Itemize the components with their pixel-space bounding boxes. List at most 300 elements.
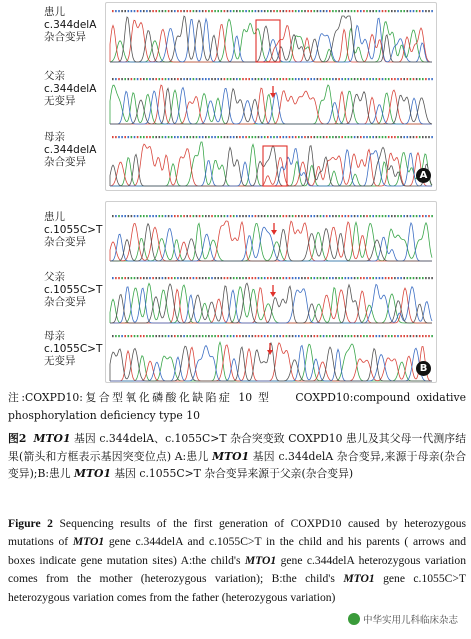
base-call-tick [317,335,319,337]
base-call-tick [279,335,281,337]
base-call-tick [385,136,387,138]
base-call-tick [317,10,319,12]
base-call-tick [162,10,164,12]
base-call-tick [419,10,421,12]
base-call-tick [363,335,365,337]
base-call-tick [199,335,201,337]
base-call-tick [134,335,136,337]
base-call-tick [366,277,368,279]
base-call-tick [376,335,378,337]
base-call-tick [354,136,356,138]
base-call-tick [425,78,427,80]
sample-status: 杂合变异 [44,156,86,168]
base-call-tick [261,10,263,12]
chromatogram-b [0,199,471,385]
base-call-tick [338,10,340,12]
base-call-tick [307,277,309,279]
base-call-tick [301,277,303,279]
figure-caption-zh [8,430,466,483]
base-call-tick [400,335,402,337]
base-call-tick [214,335,216,337]
base-call-tick [140,136,142,138]
base-call-tick [403,78,405,80]
base-call-tick [425,10,427,12]
base-call-tick [186,277,188,279]
base-call-tick [267,335,269,337]
base-call-tick [332,277,334,279]
base-call-tick [236,335,238,337]
base-call-tick [310,78,312,80]
base-call-tick [283,10,285,12]
sample-role: 母亲 [44,131,65,143]
base-call-tick [410,136,412,138]
base-call-tick [345,10,347,12]
base-call-tick [366,10,368,12]
base-call-tick [221,335,223,337]
base-call-tick [180,78,182,80]
base-call-tick [168,78,170,80]
base-call-tick [121,136,123,138]
base-call-tick [270,335,272,337]
base-call-tick [295,136,297,138]
base-call-tick [388,10,390,12]
base-call-tick [193,10,195,12]
base-call-tick [183,78,185,80]
base-call-tick [416,335,418,337]
base-call-tick [155,78,157,80]
base-call-tick [332,78,334,80]
base-call-tick [258,215,260,217]
base-call-tick [183,136,185,138]
base-call-tick [376,136,378,138]
base-call-tick [162,277,164,279]
base-call-tick [382,215,384,217]
base-call-tick [292,10,294,12]
base-call-tick [341,136,343,138]
base-call-tick [115,136,117,138]
base-call-tick [236,277,238,279]
sample-variant: c.344delA [44,18,97,31]
caption-text: 基因 c.344delA 杂合变异,来源于母亲(杂合变异);B:患儿 [8,449,466,481]
base-call-tick [245,136,247,138]
base-call-tick [180,277,182,279]
panel-b [0,199,471,385]
base-call-tick [407,335,409,337]
base-call-tick [314,78,316,80]
base-call-tick [137,215,139,217]
base-call-tick [431,136,433,138]
base-call-tick [118,78,120,80]
base-call-tick [202,335,204,337]
base-call-tick [279,136,281,138]
base-call-tick [196,335,198,337]
base-call-tick [391,78,393,80]
base-call-tick [403,215,405,217]
base-call-tick [329,136,331,138]
base-call-tick [183,277,185,279]
base-call-tick [279,215,281,217]
base-call-tick [118,277,120,279]
base-call-tick [397,10,399,12]
base-call-tick [372,10,374,12]
base-call-tick [394,277,396,279]
base-call-tick [165,136,167,138]
base-call-tick [419,136,421,138]
base-call-tick [397,335,399,337]
base-call-tick [283,215,285,217]
base-call-tick [149,136,151,138]
base-call-tick [341,335,343,337]
base-call-tick [304,215,306,217]
base-call-tick [162,335,164,337]
base-call-tick [397,136,399,138]
base-call-tick [202,136,204,138]
base-call-tick [363,277,365,279]
base-call-tick [391,215,393,217]
base-call-tick [416,78,418,80]
base-call-tick [304,335,306,337]
caption-text: Sequencing results of the first generation of COXPD10 caused by heterozygous mutations of [8,517,466,549]
base-call-tick [416,277,418,279]
base-call-tick [208,78,210,80]
base-call-tick [292,78,294,80]
base-call-tick [186,136,188,138]
base-call-tick [159,277,161,279]
base-call-tick [239,136,241,138]
base-call-tick [413,78,415,80]
base-call-tick [217,10,219,12]
sample-status: 杂合变异 [44,296,86,308]
base-call-tick [301,335,303,337]
base-call-tick [137,277,139,279]
base-call-tick [410,78,412,80]
base-call-tick [134,10,136,12]
base-call-tick [332,335,334,337]
base-call-tick [270,10,272,12]
base-call-tick [239,215,241,217]
base-call-tick [403,136,405,138]
sample-variant: c.344delA [44,82,97,95]
base-call-tick [360,10,362,12]
base-call-tick [372,215,374,217]
base-call-tick [425,215,427,217]
base-call-tick [208,277,210,279]
base-call-tick [252,335,254,337]
base-call-tick [394,136,396,138]
base-call-tick [242,78,244,80]
base-call-tick [354,335,356,337]
base-call-tick [118,335,120,337]
base-call-tick [230,215,232,217]
base-call-tick [391,335,393,337]
base-call-tick [385,277,387,279]
chromatogram-a [0,0,471,193]
base-call-tick [118,136,120,138]
gene-name: MTO1 [72,535,105,549]
base-call-tick [217,277,219,279]
base-call-tick [196,136,198,138]
caption-text: 基因 c.1055C>T 杂合变异来源于父亲(杂合变异) [110,467,354,481]
base-call-tick [320,215,322,217]
base-call-tick [323,10,325,12]
base-call-tick [307,10,309,12]
base-call-tick [134,277,136,279]
base-call-tick [348,277,350,279]
base-call-tick [425,136,427,138]
base-call-tick [413,335,415,337]
base-call-tick [143,136,145,138]
base-call-tick [134,215,136,217]
base-call-tick [314,10,316,12]
base-call-tick [224,78,226,80]
base-call-tick [307,78,309,80]
base-call-tick [205,136,207,138]
base-call-tick [267,78,269,80]
base-call-tick [171,277,173,279]
base-call-tick [177,335,179,337]
base-call-tick [326,78,328,80]
base-call-tick [428,335,430,337]
base-call-tick [376,10,378,12]
base-call-tick [345,335,347,337]
base-call-tick [301,215,303,217]
base-call-tick [159,78,161,80]
base-call-tick [124,78,126,80]
base-call-tick [345,277,347,279]
caption-text: gene c.344delA and c.1055C>T in the child and his parents ( arrows and boxes indicate gene mutation sites) A:the child's [8,535,466,567]
base-call-tick [146,335,148,337]
base-call-tick [261,215,263,217]
base-call-tick [193,78,195,80]
base-call-tick [431,10,433,12]
base-call-tick [431,335,433,337]
base-call-tick [248,277,250,279]
base-call-tick [354,10,356,12]
base-call-tick [211,277,213,279]
caption-label: Figure 2 [8,517,53,530]
base-call-tick [183,335,185,337]
base-call-tick [252,277,254,279]
base-call-tick [273,277,275,279]
base-call-tick [128,215,130,217]
base-call-tick [177,277,179,279]
base-call-tick [276,136,278,138]
base-call-tick [112,215,114,217]
base-call-tick [152,136,154,138]
base-call-tick [351,215,353,217]
base-call-tick [413,10,415,12]
base-call-tick [230,277,232,279]
base-call-tick [252,136,254,138]
base-call-tick [326,215,328,217]
base-call-tick [186,78,188,80]
base-call-strip [112,277,433,279]
base-call-tick [360,335,362,337]
base-call-tick [168,277,170,279]
base-call-tick [131,136,133,138]
base-call-tick [329,277,331,279]
base-call-tick [134,136,136,138]
base-call-tick [323,215,325,217]
base-call-tick [382,335,384,337]
base-call-tick [202,277,204,279]
base-call-tick [227,10,229,12]
base-call-tick [388,78,390,80]
base-call-tick [124,277,126,279]
base-call-tick [341,215,343,217]
base-call-tick [155,10,157,12]
base-call-tick [366,78,368,80]
base-call-tick [174,136,176,138]
base-call-tick [335,335,337,337]
base-call-tick [292,215,294,217]
base-call-tick [146,136,148,138]
base-call-tick [286,78,288,80]
base-call-tick [252,78,254,80]
base-call-tick [317,78,319,80]
base-call-tick [314,136,316,138]
base-call-tick [121,215,123,217]
panel-badge-b: B [416,361,431,376]
base-call-tick [283,136,285,138]
base-call-tick [236,215,238,217]
base-call-strip [112,10,433,12]
sample-status: 无变异 [44,355,76,367]
base-call-tick [155,277,157,279]
base-call-tick [261,136,263,138]
caption-text: 基因 c.344delA、c.1055C>T 杂合突变致 COXPD10 患儿及其父母一代测序结果(箭头和方框表示基因突变位点) A:患儿 [8,432,466,463]
base-call-tick [403,10,405,12]
base-call-tick [289,10,291,12]
base-call-tick [190,335,192,337]
base-call-tick [323,136,325,138]
base-call-tick [379,277,381,279]
base-call-tick [227,78,229,80]
base-call-tick [227,277,229,279]
base-call-tick [394,10,396,12]
base-call-tick [323,335,325,337]
base-call-tick [276,215,278,217]
base-call-tick [307,335,309,337]
base-call-tick [267,10,269,12]
base-call-tick [382,136,384,138]
base-call-tick [335,10,337,12]
base-call-tick [369,277,371,279]
base-call-tick [230,78,232,80]
base-call-tick [320,136,322,138]
base-call-tick [168,215,170,217]
base-call-tick [369,335,371,337]
base-call-tick [131,10,133,12]
base-call-tick [258,136,260,138]
watermark-text: 中华实用儿科临床杂志 [362,615,458,626]
base-call-tick [152,215,154,217]
base-call-tick [264,136,266,138]
base-call-tick [304,136,306,138]
base-call-tick [326,10,328,12]
base-call-tick [159,10,161,12]
base-call-tick [208,136,210,138]
base-call-tick [224,215,226,217]
base-call-tick [382,10,384,12]
base-call-tick [289,78,291,80]
base-call-tick [121,335,123,337]
base-call-tick [205,335,207,337]
base-call-tick [168,335,170,337]
base-call-tick [115,78,117,80]
base-call-tick [320,10,322,12]
base-call-tick [351,10,353,12]
base-call-tick [397,277,399,279]
base-call-tick [431,215,433,217]
base-call-tick [227,215,229,217]
base-call-tick [221,215,223,217]
base-call-tick [276,277,278,279]
base-call-tick [304,78,306,80]
mutation-arrow-marker [271,223,277,235]
base-call-tick [186,215,188,217]
base-call-tick [354,277,356,279]
base-call-tick [233,335,235,337]
base-call-tick [267,215,269,217]
sample-status: 杂合变异 [44,31,86,43]
base-call-tick [152,277,154,279]
base-call-tick [183,10,185,12]
figure-caption-en [8,515,466,607]
base-call-tick [351,136,353,138]
base-call-tick [354,215,356,217]
base-call-tick [314,335,316,337]
base-call-tick [112,136,114,138]
base-call-tick [196,277,198,279]
base-call-tick [360,78,362,80]
base-call-tick [376,277,378,279]
base-call-tick [335,215,337,217]
base-call-tick [264,10,266,12]
base-call-tick [267,136,269,138]
base-call-tick [264,78,266,80]
base-call-tick [239,277,241,279]
base-call-tick [357,335,359,337]
base-call-tick [146,215,148,217]
base-call-tick [363,78,365,80]
base-call-tick [239,78,241,80]
base-call-tick [422,10,424,12]
base-call-tick [190,78,192,80]
base-call-tick [137,335,139,337]
base-call-tick [242,10,244,12]
base-call-tick [248,78,250,80]
base-call-tick [224,335,226,337]
base-call-tick [227,136,229,138]
base-call-tick [379,335,381,337]
base-call-tick [391,10,393,12]
base-call-tick [162,136,164,138]
base-call-tick [301,78,303,80]
base-call-tick [115,335,117,337]
base-call-tick [298,78,300,80]
base-call-tick [407,277,409,279]
base-call-tick [180,335,182,337]
base-call-tick [202,215,204,217]
figure-note [8,389,466,424]
base-call-tick [258,10,260,12]
base-call-tick [233,215,235,217]
base-call-tick [128,78,130,80]
gene-name: MTO1 [244,553,277,567]
base-call-tick [279,10,281,12]
caption-text: gene c.1055C>T heterozygous variation comes from the father (heterozygous variation) [8,572,466,604]
